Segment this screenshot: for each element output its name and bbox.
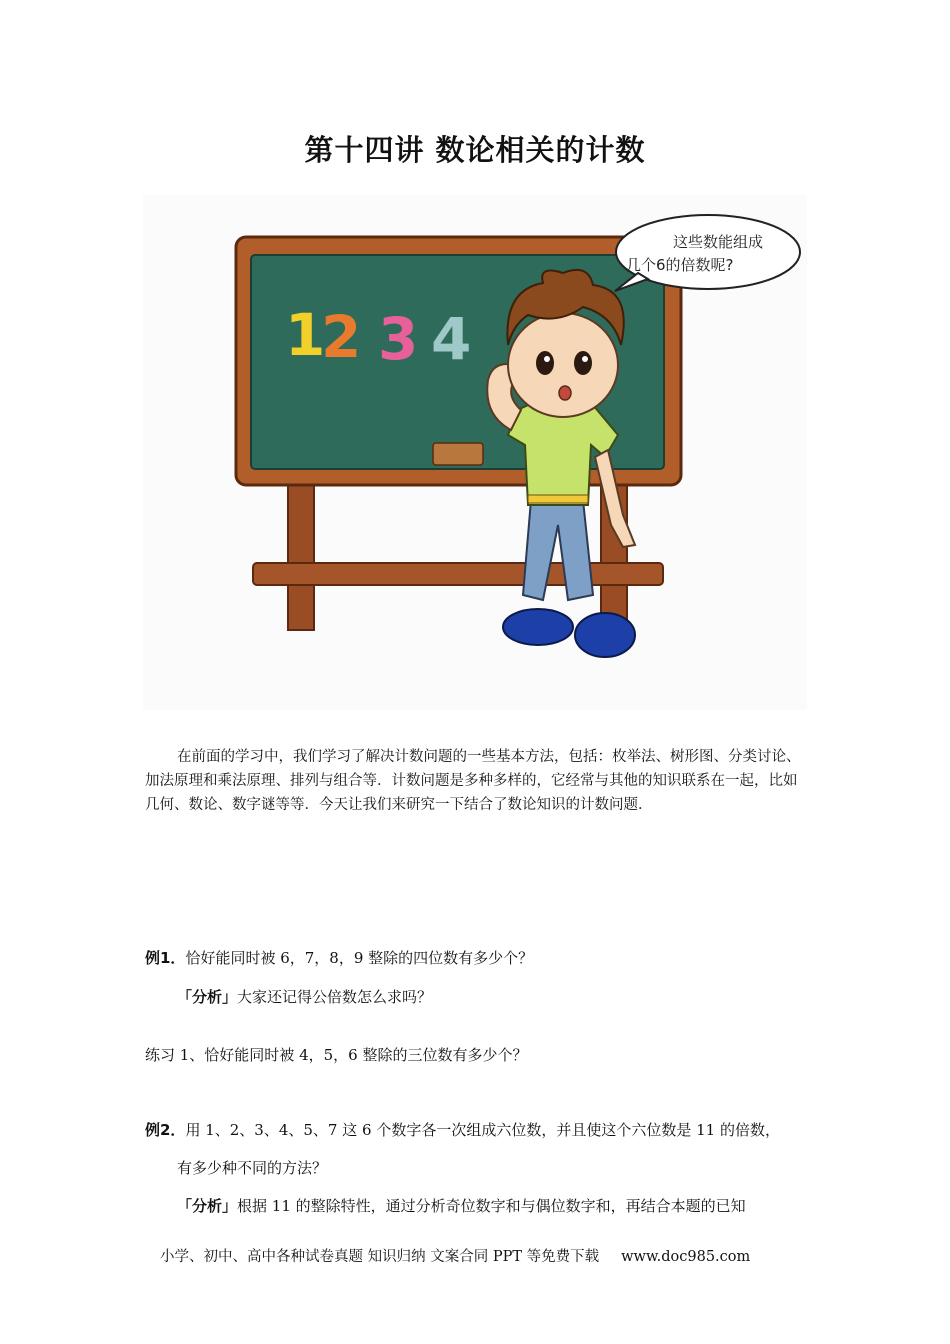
board-digit-2: 2: [321, 303, 362, 371]
example-2: [145, 1119, 825, 1141]
example-1-label: 例1．: [145, 949, 186, 967]
board-digit-1: 1: [285, 301, 326, 369]
boy-shoe-right: [575, 613, 635, 657]
example-1-analysis-text: 大家还记得公倍数怎么求吗？: [237, 988, 433, 1006]
footer: [160, 1245, 800, 1266]
footer-site-link[interactable]: www.doc985.com: [621, 1249, 751, 1265]
analysis-label: 「分析」: [177, 988, 238, 1006]
speech-bubble-line-2: 几个6的倍数呢?: [626, 256, 734, 274]
example-1-analysis: [177, 986, 817, 1008]
example-2-question-line-1: 用 1、2、3、4、5、7 这 6 个数字各一次组成六位数，并且使这个六位数是 11 的倍数，: [185, 1121, 780, 1139]
footer-text: 小学、初中、高中各种试卷真题 知识归纳 文案合同 PPT 等免费下载: [160, 1249, 600, 1265]
board-digit-3: 3: [378, 305, 419, 373]
board-crossbar: [253, 563, 663, 585]
analysis-label: 「分析」: [177, 1197, 238, 1215]
board-leg-left: [288, 470, 314, 630]
page-title: 第十四讲 数论相关的计数: [304, 133, 646, 167]
practice-1: 练习 1、恰好能同时被 4，5，6 整除的三位数有多少个？: [145, 1046, 528, 1064]
intro-paragraph: 在前面的学习中，我们学习了解决计数问题的一些基本方法，包括：枚举法、树形图、分类讨论、加法原理和乘法原理、排列与组合等．计数问题是多种多样的，它经常与其他的知识联系在一起，比如几何、数论、数字谜等等．今天让我们来研究一下结合了数论知识的计数问题．: [145, 749, 801, 813]
example-2-analysis-text: 根据 11 的整除特性，通过分析奇位数字和与偶位数字和，再结合本题的已知: [237, 1197, 746, 1215]
board-digit-4: 4: [431, 305, 472, 373]
example-2-label: 例2．: [145, 1121, 186, 1139]
example-1: [145, 947, 825, 969]
example-2-analysis: [177, 1195, 817, 1217]
speech-bubble-line-1: 这些数能组成: [673, 233, 764, 251]
boy-shoe-left: [503, 609, 573, 645]
boy-at-blackboard-illustration: [143, 195, 807, 710]
example-1-question: 恰好能同时被 6，7，8，9 整除的四位数有多少个？: [185, 949, 534, 967]
boy-face: [508, 313, 618, 417]
example-2-question-line-2: 有多少种不同的方法？: [177, 1159, 328, 1177]
